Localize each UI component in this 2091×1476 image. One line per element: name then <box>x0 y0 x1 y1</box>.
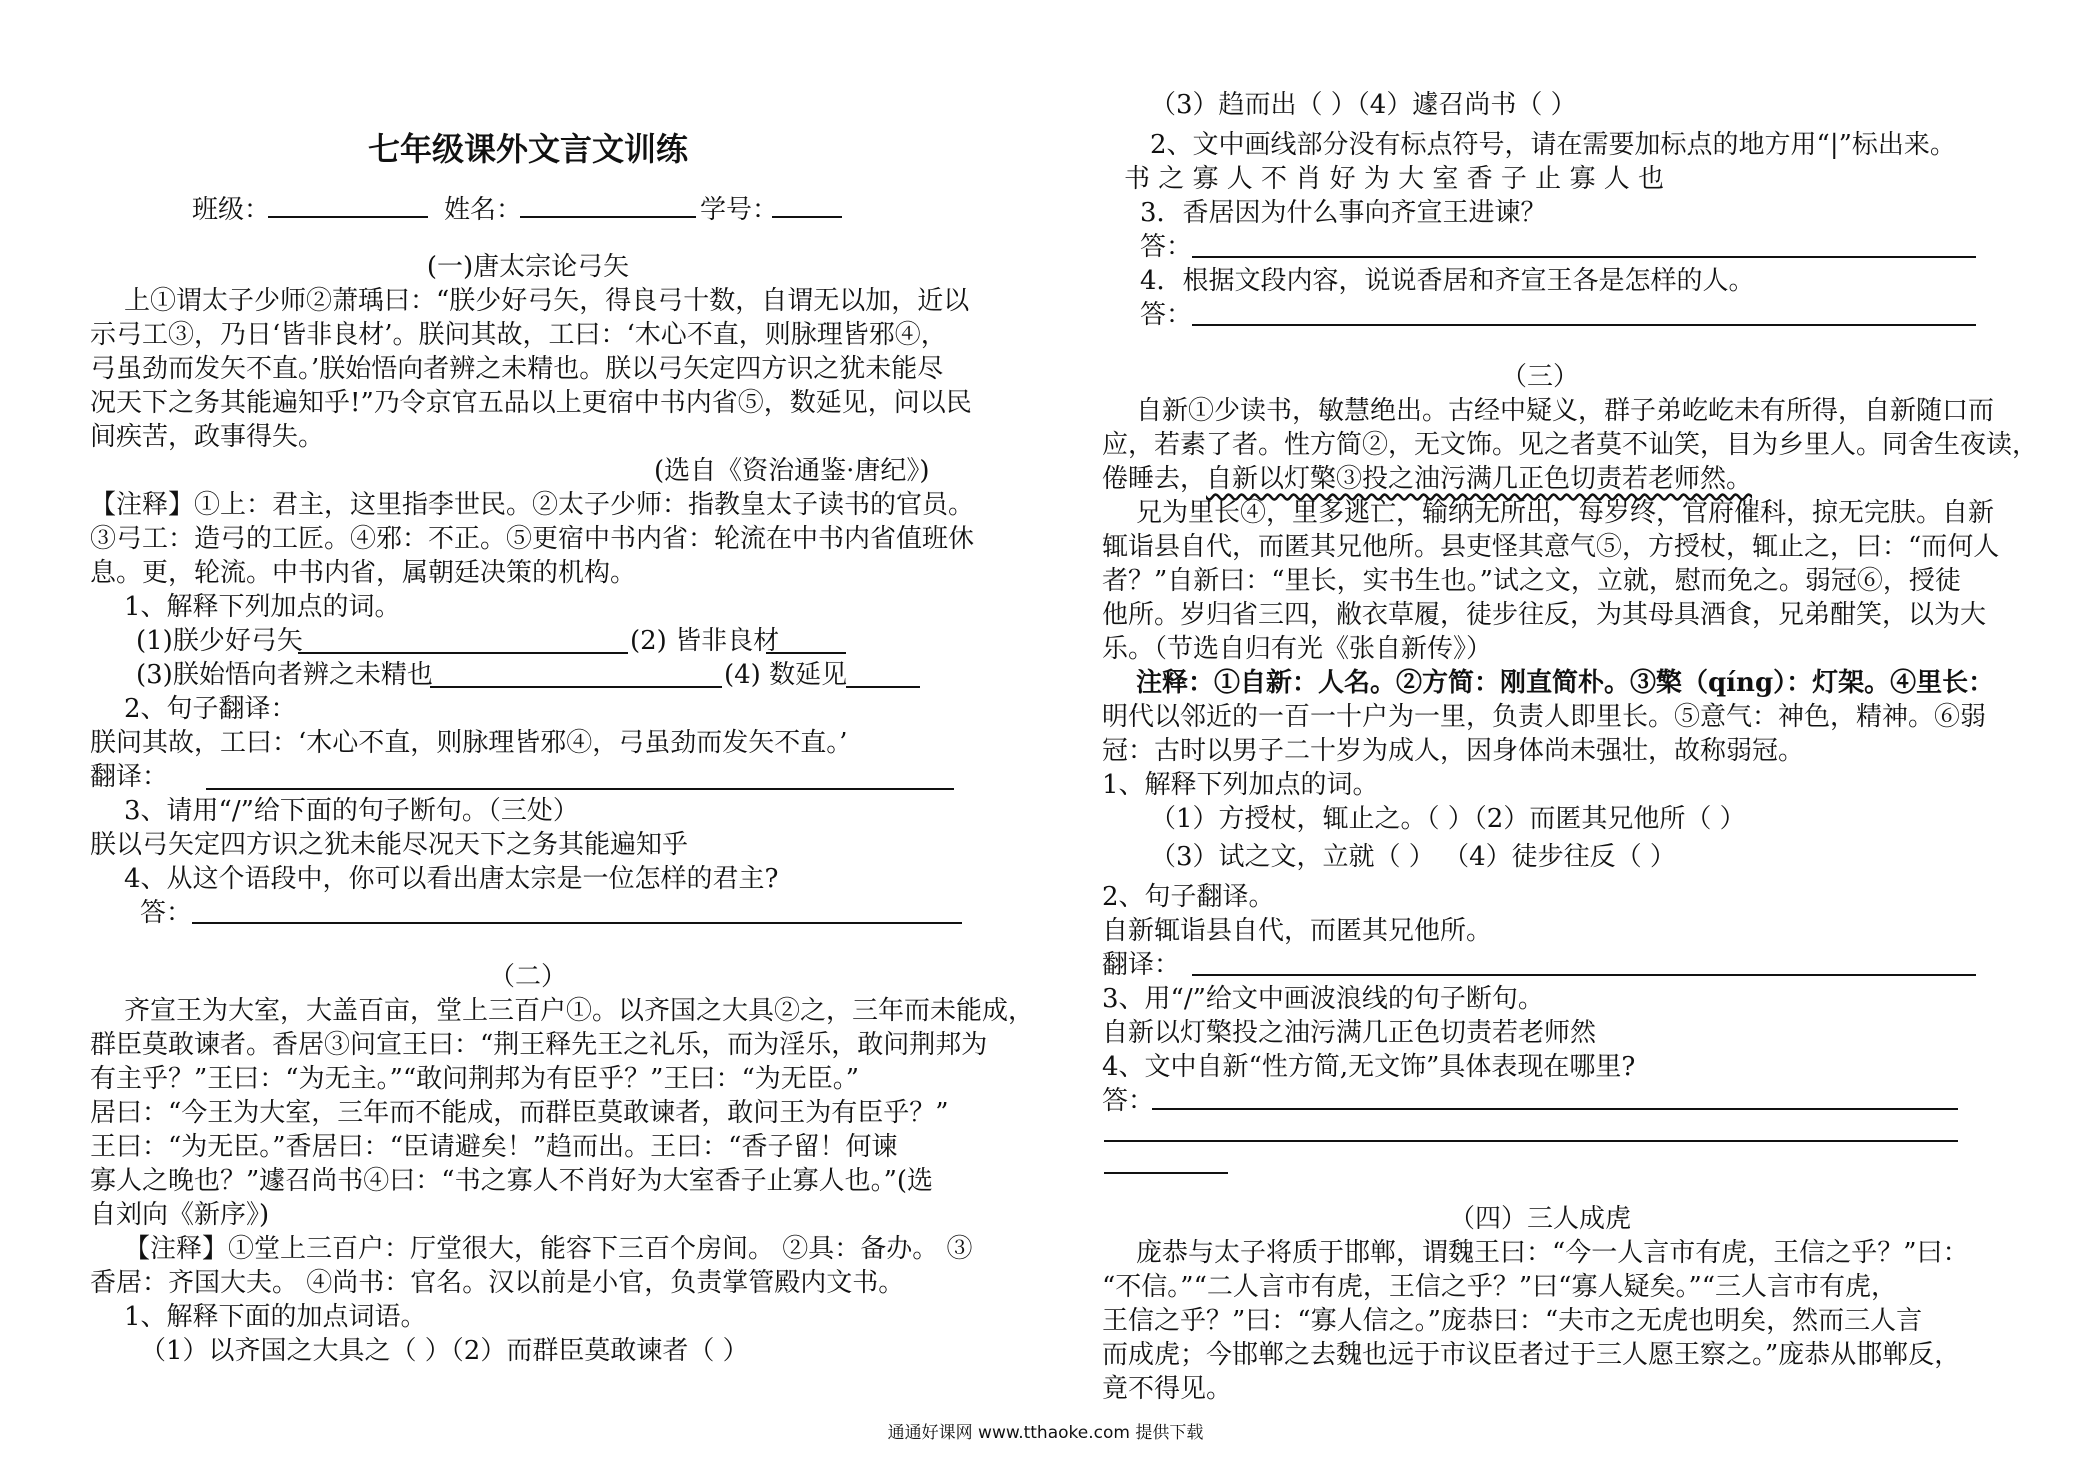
section-2-question-1-ab: （1）以齐国之大具之（ ）（2）而群臣莫敢谏者（ ） <box>140 1336 749 1366</box>
passage-line: 弓虽劲而发矢不直。’朕始悟向者辨之未精也。朕以弓矢定四方识之犹未能尽 <box>90 354 944 384</box>
name-field[interactable] <box>520 216 696 218</box>
passage-line: 自刘向《新序》) <box>90 1200 270 1230</box>
question-1-a: (1)朕少好弓矢 <box>136 626 303 656</box>
section-3-question-3-text: 自新以灯檠投之油污满几正色切责若老师然 <box>1102 1018 1597 1048</box>
question-2: 2、句子翻译： <box>124 694 297 724</box>
section-3-question-2: 2、句子翻译。 <box>1102 882 1275 912</box>
passage-line: 群臣莫敢谏者。香居③问宣王曰：“荆王释先王之礼乐，而为淫乐，敢问荆邦为 <box>90 1030 988 1060</box>
answer-line[interactable] <box>192 922 962 924</box>
section-2-question-3: 3．香居因为什么事向齐宣王进谏？ <box>1140 198 1547 228</box>
section-3-question-1-ab: （1）方授杖，辄止之。（ ）（2）而匿其兄他所（ ） <box>1150 804 1746 834</box>
number-label: 学号： <box>700 195 779 225</box>
passage-line: “不信。”“二人言市有虎，王信之乎？”曰“寡人疑矣。”“三人言市有虎， <box>1102 1272 1898 1302</box>
answer-line[interactable] <box>1192 256 1976 258</box>
passage-line: 者？”自新曰：“里长，实书生也。”试之文，立就，慰而免之。弱冠⑥，授徒 <box>1102 566 1961 596</box>
section-2-question-1: 1、解释下面的加点词语。 <box>124 1302 427 1332</box>
passage-line: 有主乎？”王曰：“为无主。”“敢问荆邦为有臣乎？”王曰：“为无臣。” <box>90 1064 860 1094</box>
note-line: 息。更，轮流。中书内省，属朝廷决策的机构。 <box>90 558 637 588</box>
answer-line[interactable] <box>1192 974 1976 976</box>
passage-line: 兄为里长④，里多逃亡，输纳无所出，每岁终，官府催科，掠无完肤。自新 <box>1136 498 1995 528</box>
answer-line[interactable] <box>1104 1172 1228 1174</box>
question-1-c: (3)朕始悟向者辨之未精也 <box>136 660 433 690</box>
section-3-question-4-answer-label: 答： <box>1102 1086 1155 1116</box>
passage-line: 他所。岁归省三四，敝衣草履，徒步往反，为其母具酒食，兄弟酣笑，以为大 <box>1102 600 1987 630</box>
section-3-question-1-cd: （3）试之文，立就（ ） （4）徒步往反（ ） <box>1150 842 1676 872</box>
note-line: ③弓工：造弓的工匠。④邪：不正。⑤更宿中书内省：轮流在中书内省值班休 <box>90 524 975 554</box>
section-3-question-4: 4、文中自新“性方简,无文饰”具体表现在哪里? <box>1102 1052 1636 1082</box>
answer-line[interactable] <box>846 686 920 688</box>
section-1-title: (一)唐太宗论弓矢 <box>426 252 630 282</box>
passage-line <box>1102 462 1752 496</box>
note-line: 【注释】①堂上三百户：厅堂很大，能容下三百个房间。 ②具：备办。 ③ <box>124 1234 973 1264</box>
passage-line: 庞恭与太子将质于邯郸，谓魏王曰：“今一人言市有虎，王信之乎？”曰： <box>1136 1238 1969 1268</box>
answer-line[interactable] <box>298 652 628 654</box>
passage-line: 辄诣县自代，而匿其兄他所。县吏怪其意气⑤，方授杖，辄止之，曰：“而何人 <box>1102 532 2000 562</box>
section-2-question-2-text: 书 之 寡 人 不 肖 好 为 大 室 香 子 止 寡 人 也 <box>1124 164 1664 194</box>
passage-line: 况天下之务其能遍知乎!”乃令京官五品以上更宿中书内省⑤，数延见，问以民 <box>90 388 972 418</box>
question-1-b: (2) 皆非良材 <box>630 626 780 656</box>
question-1-d: (4) 数延见 <box>724 660 848 690</box>
passage-line: 齐宣王为大室，大盖百亩，堂上三百户①。以齐国之大具②之，三年而未能成， <box>124 996 1035 1026</box>
answer-line[interactable] <box>206 788 954 790</box>
answer-line[interactable] <box>766 652 846 654</box>
section-3-question-3: 3、用“/”给文中画波浪线的句子断句。 <box>1102 984 1544 1014</box>
question-2-answer-label: 翻译： <box>90 762 169 792</box>
passage-line: 寡人之晚也？”遽召尚书④曰：“书之寡人不肖好为大室香子止寡人也。”(选 <box>90 1166 934 1196</box>
note-line: 【注释】①上：君主，这里指李世民。②太子少师：指教皇太子读书的官员。 <box>90 490 975 520</box>
section-4-title: （四）三人成虎 <box>1448 1204 1631 1234</box>
section-3-question-2-text: 自新辄诣县自代，而匿其兄他所。 <box>1102 916 1493 946</box>
answer-line[interactable] <box>1104 1140 1958 1142</box>
page-title: 七年级课外文言文训练 <box>367 130 688 168</box>
passage-line: 上①谓太子少师②萧瑀曰：“朕少好弓矢，得良弓十数，自谓无以加，近以 <box>124 286 970 316</box>
section-2-title: （二） <box>488 962 567 992</box>
passage-line: 乐。（节选自归有光《张自新传》） <box>1102 634 1493 664</box>
answer-line[interactable] <box>430 686 722 688</box>
number-field[interactable] <box>772 216 842 218</box>
answer-line[interactable] <box>1192 324 1976 326</box>
question-3: 3、请用“/”给下面的句子断句。（三处） <box>124 796 579 826</box>
page-footer: 通通好课网 www.tthaoke.com 提供下载 <box>887 1423 1204 1443</box>
passage-line: 自新①少读书，敏慧绝出。古经中疑义，群子弟屹屹未有所得，自新随口而 <box>1136 396 1995 426</box>
section-2-question-3-answer-label: 答： <box>1140 232 1193 262</box>
question-2-text: 朕问其故，工曰：‘木心不直，则脉理皆邪④，弓虽劲而发矢不直。’ <box>90 728 848 758</box>
section-1-source: (选自《资治通鉴·唐纪》) <box>654 456 930 486</box>
passage-line: 应，若素了者。性方简②，无文饰。见之者莫不讪笑，目为乡里人。同舍生夜读， <box>1102 430 2039 460</box>
passage-text: 倦睡去， <box>1102 464 1207 494</box>
passage-line: 居曰：“今王为大室，三年而不能成，而群臣莫敢谏者，敢问王为有臣乎？” <box>90 1098 949 1128</box>
note-line: 冠：古时以男子二十岁为成人，因身体尚未强壮，故称弱冠。 <box>1102 736 1805 766</box>
section-2-question-1-cd: （3）趋而出（ ）（4）遽召尚书（ ） <box>1150 90 1577 120</box>
section-3-question-2-answer-label: 翻译： <box>1102 950 1181 980</box>
answer-line[interactable] <box>1152 1108 1958 1110</box>
question-3-text: 朕以弓矢定四方识之犹未能尽况天下之务其能遍知乎 <box>90 830 689 860</box>
section-3-title: （三） <box>1500 362 1579 392</box>
passage-line: 王信之乎？”曰：“寡人信之。”庞恭曰：“夫市之无虎也明矣，然而三人言 <box>1102 1306 1923 1336</box>
passage-line: 王曰：“为无臣。”香居曰：“臣请避矣！”趋而出。王曰：“香子留！何谏 <box>90 1132 898 1162</box>
class-field[interactable] <box>268 216 428 218</box>
question-4-answer-label: 答： <box>140 898 193 928</box>
question-4: 4、从这个语段中，你可以看出唐太宗是一位怎样的君主? <box>124 864 779 894</box>
section-3-question-1: 1、解释下列加点的词。 <box>1102 770 1379 800</box>
passage-line: 而成虎；今邯郸之去魏也远于市议臣者过于三人愿王察之。”庞恭从邯郸反， <box>1102 1340 1961 1370</box>
name-label: 姓名： <box>444 195 523 225</box>
section-2-question-4-answer-label: 答： <box>1140 300 1193 330</box>
note-line: 香居：齐国大夫。 ④尚书：官名。汉以前是小官，负责掌管殿内文书。 <box>90 1268 905 1298</box>
section-2-question-2: 2、文中画线部分没有标点符号，请在需要加标点的地方用“|”标出来。 <box>1150 130 1956 160</box>
wavy-underlined-sentence: 自新以灯檠③投之油污满几正色切责若老师然。 <box>1206 464 1753 494</box>
passage-line: 竟不得见。 <box>1102 1374 1233 1404</box>
section-2-question-4: 4．根据文段内容，说说香居和齐宣王各是怎样的人。 <box>1140 266 1755 296</box>
note-line: 注释：①自新：人名。②方简：刚直简朴。③檠（qíng）：灯架。④里长： <box>1136 668 1995 698</box>
passage-line: 间疾苦，政事得失。 <box>90 422 325 452</box>
class-label: 班级： <box>192 195 271 225</box>
passage-line: 示弓工③，乃日‘皆非良材’。朕问其故，工曰：‘木心不直，则脉理皆邪④， <box>90 320 947 350</box>
note-line: 明代以邻近的一百一十户为一里，负责人即里长。⑤意气：神色，精神。⑥弱 <box>1102 702 1987 732</box>
question-1: 1、解释下列加点的词。 <box>124 592 401 622</box>
